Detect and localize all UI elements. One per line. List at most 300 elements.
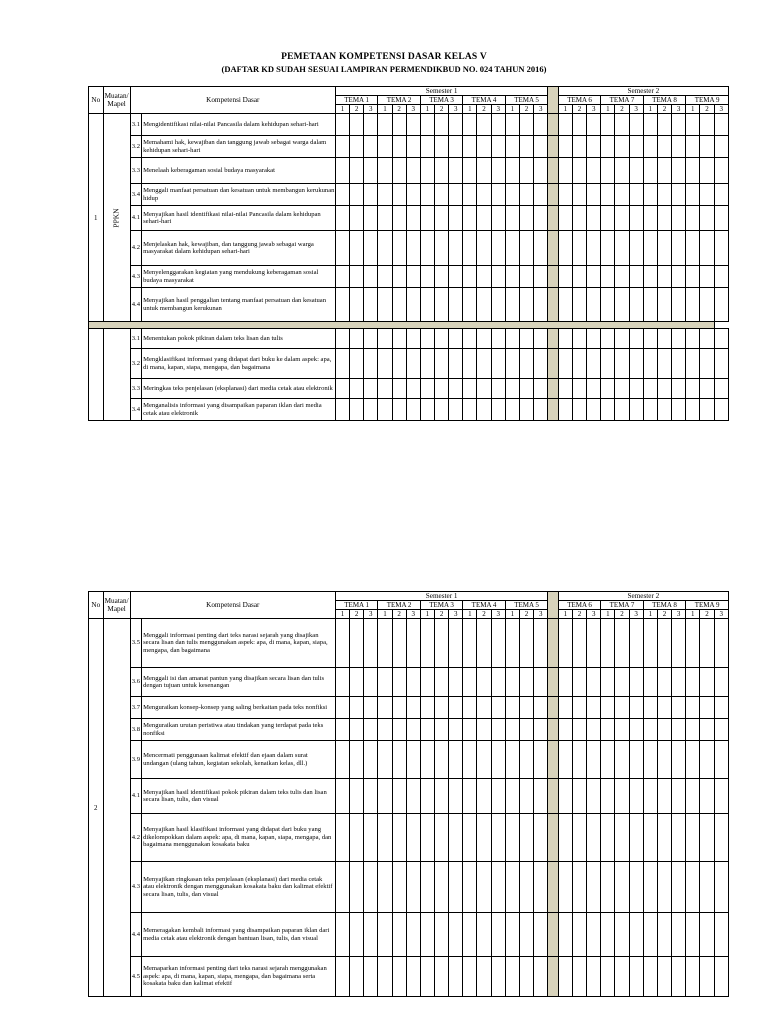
mapping-cell[interactable] <box>714 136 728 158</box>
mapping-cell[interactable] <box>572 399 586 421</box>
mapping-cell[interactable] <box>491 399 505 421</box>
mapping-cell[interactable] <box>378 814 392 862</box>
mapping-cell[interactable] <box>406 288 420 322</box>
mapping-cell[interactable] <box>672 158 686 184</box>
mapping-cell[interactable] <box>643 206 657 231</box>
mapping-cell[interactable] <box>714 184 728 206</box>
mapping-cell[interactable] <box>378 379 392 399</box>
mapping-cell[interactable] <box>657 619 671 668</box>
mapping-cell[interactable] <box>587 719 601 741</box>
mapping-cell[interactable] <box>463 913 477 957</box>
mapping-cell[interactable] <box>350 619 364 668</box>
mapping-cell[interactable] <box>505 184 519 206</box>
mapping-cell[interactable] <box>572 206 586 231</box>
mapping-cell[interactable] <box>350 231 364 266</box>
mapping-cell[interactable] <box>700 329 714 349</box>
mapping-cell[interactable] <box>449 184 463 206</box>
mapping-cell[interactable] <box>601 136 615 158</box>
mapping-cell[interactable] <box>572 619 586 668</box>
mapping-cell[interactable] <box>629 136 643 158</box>
mapping-cell[interactable] <box>434 862 448 913</box>
mapping-cell[interactable] <box>491 329 505 349</box>
mapping-cell[interactable] <box>572 114 586 136</box>
mapping-cell[interactable] <box>505 814 519 862</box>
mapping-cell[interactable] <box>686 349 700 379</box>
mapping-cell[interactable] <box>686 379 700 399</box>
mapping-cell[interactable] <box>615 668 629 697</box>
mapping-cell[interactable] <box>350 719 364 741</box>
mapping-cell[interactable] <box>434 741 448 779</box>
mapping-cell[interactable] <box>534 288 548 322</box>
mapping-cell[interactable] <box>491 719 505 741</box>
mapping-cell[interactable] <box>420 399 434 421</box>
mapping-cell[interactable] <box>629 379 643 399</box>
mapping-cell[interactable] <box>392 399 406 421</box>
mapping-cell[interactable] <box>434 158 448 184</box>
mapping-cell[interactable] <box>519 957 533 997</box>
mapping-cell[interactable] <box>700 913 714 957</box>
mapping-cell[interactable] <box>587 668 601 697</box>
mapping-cell[interactable] <box>558 288 572 322</box>
mapping-cell[interactable] <box>434 814 448 862</box>
mapping-cell[interactable] <box>519 206 533 231</box>
mapping-cell[interactable] <box>449 266 463 288</box>
mapping-cell[interactable] <box>714 913 728 957</box>
mapping-cell[interactable] <box>335 158 349 184</box>
mapping-cell[interactable] <box>534 206 548 231</box>
mapping-cell[interactable] <box>434 288 448 322</box>
mapping-cell[interactable] <box>700 184 714 206</box>
mapping-cell[interactable] <box>629 668 643 697</box>
mapping-cell[interactable] <box>463 741 477 779</box>
mapping-cell[interactable] <box>686 184 700 206</box>
mapping-cell[interactable] <box>449 288 463 322</box>
mapping-cell[interactable] <box>643 231 657 266</box>
mapping-cell[interactable] <box>505 349 519 379</box>
mapping-cell[interactable] <box>378 957 392 997</box>
mapping-cell[interactable] <box>572 957 586 997</box>
mapping-cell[interactable] <box>629 697 643 719</box>
mapping-cell[interactable] <box>534 136 548 158</box>
mapping-cell[interactable] <box>615 399 629 421</box>
mapping-cell[interactable] <box>672 231 686 266</box>
mapping-cell[interactable] <box>700 399 714 421</box>
mapping-cell[interactable] <box>449 957 463 997</box>
mapping-cell[interactable] <box>643 668 657 697</box>
mapping-cell[interactable] <box>672 288 686 322</box>
mapping-cell[interactable] <box>629 266 643 288</box>
mapping-cell[interactable] <box>406 399 420 421</box>
mapping-cell[interactable] <box>601 957 615 997</box>
mapping-cell[interactable] <box>519 741 533 779</box>
mapping-cell[interactable] <box>686 158 700 184</box>
mapping-cell[interactable] <box>686 779 700 814</box>
mapping-cell[interactable] <box>558 231 572 266</box>
mapping-cell[interactable] <box>420 266 434 288</box>
mapping-cell[interactable] <box>505 114 519 136</box>
mapping-cell[interactable] <box>505 957 519 997</box>
mapping-cell[interactable] <box>491 697 505 719</box>
mapping-cell[interactable] <box>643 619 657 668</box>
mapping-cell[interactable] <box>700 741 714 779</box>
mapping-cell[interactable] <box>672 957 686 997</box>
mapping-cell[interactable] <box>657 668 671 697</box>
mapping-cell[interactable] <box>392 957 406 997</box>
mapping-cell[interactable] <box>700 114 714 136</box>
mapping-cell[interactable] <box>519 619 533 668</box>
mapping-cell[interactable] <box>406 231 420 266</box>
mapping-cell[interactable] <box>587 779 601 814</box>
mapping-cell[interactable] <box>558 957 572 997</box>
mapping-cell[interactable] <box>434 349 448 379</box>
mapping-cell[interactable] <box>615 741 629 779</box>
mapping-cell[interactable] <box>615 288 629 322</box>
mapping-cell[interactable] <box>406 379 420 399</box>
mapping-cell[interactable] <box>615 114 629 136</box>
mapping-cell[interactable] <box>434 619 448 668</box>
mapping-cell[interactable] <box>672 741 686 779</box>
mapping-cell[interactable] <box>587 814 601 862</box>
mapping-cell[interactable] <box>519 114 533 136</box>
mapping-cell[interactable] <box>420 913 434 957</box>
mapping-cell[interactable] <box>714 379 728 399</box>
mapping-cell[interactable] <box>672 779 686 814</box>
mapping-cell[interactable] <box>572 136 586 158</box>
mapping-cell[interactable] <box>572 379 586 399</box>
mapping-cell[interactable] <box>364 668 378 697</box>
mapping-cell[interactable] <box>643 399 657 421</box>
mapping-cell[interactable] <box>714 862 728 913</box>
mapping-cell[interactable] <box>534 619 548 668</box>
mapping-cell[interactable] <box>615 913 629 957</box>
mapping-cell[interactable] <box>643 697 657 719</box>
mapping-cell[interactable] <box>350 399 364 421</box>
mapping-cell[interactable] <box>558 206 572 231</box>
mapping-cell[interactable] <box>615 779 629 814</box>
mapping-cell[interactable] <box>449 668 463 697</box>
mapping-cell[interactable] <box>477 913 491 957</box>
mapping-cell[interactable] <box>657 741 671 779</box>
mapping-cell[interactable] <box>406 814 420 862</box>
mapping-cell[interactable] <box>364 114 378 136</box>
mapping-cell[interactable] <box>700 668 714 697</box>
mapping-cell[interactable] <box>350 136 364 158</box>
mapping-cell[interactable] <box>534 329 548 349</box>
mapping-cell[interactable] <box>657 862 671 913</box>
mapping-cell[interactable] <box>558 114 572 136</box>
mapping-cell[interactable] <box>420 741 434 779</box>
mapping-cell[interactable] <box>420 379 434 399</box>
mapping-cell[interactable] <box>587 231 601 266</box>
mapping-cell[interactable] <box>657 158 671 184</box>
mapping-cell[interactable] <box>477 206 491 231</box>
mapping-cell[interactable] <box>601 114 615 136</box>
mapping-cell[interactable] <box>700 288 714 322</box>
mapping-cell[interactable] <box>534 814 548 862</box>
mapping-cell[interactable] <box>477 184 491 206</box>
mapping-cell[interactable] <box>378 349 392 379</box>
mapping-cell[interactable] <box>700 231 714 266</box>
mapping-cell[interactable] <box>364 184 378 206</box>
mapping-cell[interactable] <box>587 329 601 349</box>
mapping-cell[interactable] <box>572 329 586 349</box>
mapping-cell[interactable] <box>686 329 700 349</box>
mapping-cell[interactable] <box>587 619 601 668</box>
mapping-cell[interactable] <box>686 862 700 913</box>
mapping-cell[interactable] <box>587 697 601 719</box>
mapping-cell[interactable] <box>491 779 505 814</box>
mapping-cell[interactable] <box>700 862 714 913</box>
mapping-cell[interactable] <box>558 136 572 158</box>
mapping-cell[interactable] <box>558 697 572 719</box>
mapping-cell[interactable] <box>420 114 434 136</box>
mapping-cell[interactable] <box>657 184 671 206</box>
mapping-cell[interactable] <box>463 379 477 399</box>
mapping-cell[interactable] <box>686 814 700 862</box>
mapping-cell[interactable] <box>714 814 728 862</box>
mapping-cell[interactable] <box>700 957 714 997</box>
mapping-cell[interactable] <box>686 719 700 741</box>
mapping-cell[interactable] <box>587 114 601 136</box>
mapping-cell[interactable] <box>672 697 686 719</box>
mapping-cell[interactable] <box>629 719 643 741</box>
mapping-cell[interactable] <box>601 697 615 719</box>
mapping-cell[interactable] <box>629 862 643 913</box>
mapping-cell[interactable] <box>434 379 448 399</box>
mapping-cell[interactable] <box>491 158 505 184</box>
mapping-cell[interactable] <box>406 206 420 231</box>
mapping-cell[interactable] <box>392 349 406 379</box>
mapping-cell[interactable] <box>491 349 505 379</box>
mapping-cell[interactable] <box>519 399 533 421</box>
mapping-cell[interactable] <box>686 206 700 231</box>
mapping-cell[interactable] <box>519 136 533 158</box>
mapping-cell[interactable] <box>463 266 477 288</box>
mapping-cell[interactable] <box>335 288 349 322</box>
mapping-cell[interactable] <box>364 206 378 231</box>
mapping-cell[interactable] <box>601 719 615 741</box>
mapping-cell[interactable] <box>558 719 572 741</box>
mapping-cell[interactable] <box>519 329 533 349</box>
mapping-cell[interactable] <box>714 719 728 741</box>
mapping-cell[interactable] <box>335 349 349 379</box>
mapping-cell[interactable] <box>477 379 491 399</box>
mapping-cell[interactable] <box>463 231 477 266</box>
mapping-cell[interactable] <box>587 266 601 288</box>
mapping-cell[interactable] <box>657 114 671 136</box>
mapping-cell[interactable] <box>406 697 420 719</box>
mapping-cell[interactable] <box>449 719 463 741</box>
mapping-cell[interactable] <box>686 697 700 719</box>
mapping-cell[interactable] <box>601 862 615 913</box>
mapping-cell[interactable] <box>477 231 491 266</box>
mapping-cell[interactable] <box>615 329 629 349</box>
mapping-cell[interactable] <box>672 862 686 913</box>
mapping-cell[interactable] <box>335 957 349 997</box>
mapping-cell[interactable] <box>449 114 463 136</box>
mapping-cell[interactable] <box>700 158 714 184</box>
mapping-cell[interactable] <box>406 862 420 913</box>
mapping-cell[interactable] <box>406 266 420 288</box>
mapping-cell[interactable] <box>657 349 671 379</box>
mapping-cell[interactable] <box>629 114 643 136</box>
mapping-cell[interactable] <box>378 668 392 697</box>
mapping-cell[interactable] <box>364 741 378 779</box>
mapping-cell[interactable] <box>392 779 406 814</box>
mapping-cell[interactable] <box>714 399 728 421</box>
mapping-cell[interactable] <box>629 619 643 668</box>
mapping-cell[interactable] <box>629 349 643 379</box>
mapping-cell[interactable] <box>420 184 434 206</box>
mapping-cell[interactable] <box>657 399 671 421</box>
mapping-cell[interactable] <box>714 114 728 136</box>
mapping-cell[interactable] <box>629 288 643 322</box>
mapping-cell[interactable] <box>558 779 572 814</box>
mapping-cell[interactable] <box>572 158 586 184</box>
mapping-cell[interactable] <box>505 231 519 266</box>
mapping-cell[interactable] <box>392 719 406 741</box>
mapping-cell[interactable] <box>420 231 434 266</box>
mapping-cell[interactable] <box>657 136 671 158</box>
mapping-cell[interactable] <box>615 349 629 379</box>
mapping-cell[interactable] <box>350 266 364 288</box>
mapping-cell[interactable] <box>558 913 572 957</box>
mapping-cell[interactable] <box>572 719 586 741</box>
mapping-cell[interactable] <box>629 399 643 421</box>
mapping-cell[interactable] <box>477 266 491 288</box>
mapping-cell[interactable] <box>572 668 586 697</box>
mapping-cell[interactable] <box>449 619 463 668</box>
mapping-cell[interactable] <box>714 231 728 266</box>
mapping-cell[interactable] <box>686 741 700 779</box>
mapping-cell[interactable] <box>364 862 378 913</box>
mapping-cell[interactable] <box>615 136 629 158</box>
mapping-cell[interactable] <box>505 136 519 158</box>
mapping-cell[interactable] <box>350 697 364 719</box>
mapping-cell[interactable] <box>657 913 671 957</box>
mapping-cell[interactable] <box>491 288 505 322</box>
mapping-cell[interactable] <box>364 329 378 349</box>
mapping-cell[interactable] <box>491 379 505 399</box>
mapping-cell[interactable] <box>601 184 615 206</box>
mapping-cell[interactable] <box>335 379 349 399</box>
mapping-cell[interactable] <box>657 719 671 741</box>
mapping-cell[interactable] <box>392 288 406 322</box>
mapping-cell[interactable] <box>601 158 615 184</box>
mapping-cell[interactable] <box>449 136 463 158</box>
mapping-cell[interactable] <box>364 814 378 862</box>
mapping-cell[interactable] <box>406 349 420 379</box>
mapping-cell[interactable] <box>643 719 657 741</box>
mapping-cell[interactable] <box>463 668 477 697</box>
mapping-cell[interactable] <box>615 957 629 997</box>
mapping-cell[interactable] <box>686 266 700 288</box>
mapping-cell[interactable] <box>491 136 505 158</box>
mapping-cell[interactable] <box>714 957 728 997</box>
mapping-cell[interactable] <box>615 158 629 184</box>
mapping-cell[interactable] <box>449 399 463 421</box>
mapping-cell[interactable] <box>505 779 519 814</box>
mapping-cell[interactable] <box>700 266 714 288</box>
mapping-cell[interactable] <box>505 719 519 741</box>
mapping-cell[interactable] <box>378 619 392 668</box>
mapping-cell[interactable] <box>505 741 519 779</box>
mapping-cell[interactable] <box>335 619 349 668</box>
mapping-cell[interactable] <box>686 136 700 158</box>
mapping-cell[interactable] <box>406 779 420 814</box>
mapping-cell[interactable] <box>615 719 629 741</box>
mapping-cell[interactable] <box>672 913 686 957</box>
mapping-cell[interactable] <box>519 349 533 379</box>
mapping-cell[interactable] <box>350 206 364 231</box>
mapping-cell[interactable] <box>672 114 686 136</box>
mapping-cell[interactable] <box>657 231 671 266</box>
mapping-cell[interactable] <box>449 329 463 349</box>
mapping-cell[interactable] <box>406 136 420 158</box>
mapping-cell[interactable] <box>519 779 533 814</box>
mapping-cell[interactable] <box>335 136 349 158</box>
mapping-cell[interactable] <box>392 697 406 719</box>
mapping-cell[interactable] <box>657 779 671 814</box>
mapping-cell[interactable] <box>406 668 420 697</box>
mapping-cell[interactable] <box>615 619 629 668</box>
mapping-cell[interactable] <box>392 329 406 349</box>
mapping-cell[interactable] <box>491 619 505 668</box>
mapping-cell[interactable] <box>572 741 586 779</box>
mapping-cell[interactable] <box>335 741 349 779</box>
mapping-cell[interactable] <box>558 668 572 697</box>
mapping-cell[interactable] <box>572 231 586 266</box>
mapping-cell[interactable] <box>364 136 378 158</box>
mapping-cell[interactable] <box>364 719 378 741</box>
mapping-cell[interactable] <box>491 184 505 206</box>
mapping-cell[interactable] <box>364 399 378 421</box>
mapping-cell[interactable] <box>519 184 533 206</box>
mapping-cell[interactable] <box>364 379 378 399</box>
mapping-cell[interactable] <box>434 719 448 741</box>
mapping-cell[interactable] <box>392 231 406 266</box>
mapping-cell[interactable] <box>558 814 572 862</box>
mapping-cell[interactable] <box>601 266 615 288</box>
mapping-cell[interactable] <box>672 184 686 206</box>
mapping-cell[interactable] <box>392 668 406 697</box>
mapping-cell[interactable] <box>572 266 586 288</box>
mapping-cell[interactable] <box>463 779 477 814</box>
mapping-cell[interactable] <box>477 814 491 862</box>
mapping-cell[interactable] <box>700 349 714 379</box>
mapping-cell[interactable] <box>378 779 392 814</box>
mapping-cell[interactable] <box>463 206 477 231</box>
mapping-cell[interactable] <box>335 329 349 349</box>
mapping-cell[interactable] <box>463 697 477 719</box>
mapping-cell[interactable] <box>392 913 406 957</box>
mapping-cell[interactable] <box>335 231 349 266</box>
mapping-cell[interactable] <box>378 288 392 322</box>
mapping-cell[interactable] <box>629 329 643 349</box>
mapping-cell[interactable] <box>449 349 463 379</box>
mapping-cell[interactable] <box>364 697 378 719</box>
mapping-cell[interactable] <box>629 206 643 231</box>
mapping-cell[interactable] <box>629 913 643 957</box>
mapping-cell[interactable] <box>505 697 519 719</box>
mapping-cell[interactable] <box>364 779 378 814</box>
mapping-cell[interactable] <box>378 741 392 779</box>
mapping-cell[interactable] <box>434 206 448 231</box>
mapping-cell[interactable] <box>420 719 434 741</box>
mapping-cell[interactable] <box>477 329 491 349</box>
mapping-cell[interactable] <box>350 158 364 184</box>
mapping-cell[interactable] <box>519 719 533 741</box>
